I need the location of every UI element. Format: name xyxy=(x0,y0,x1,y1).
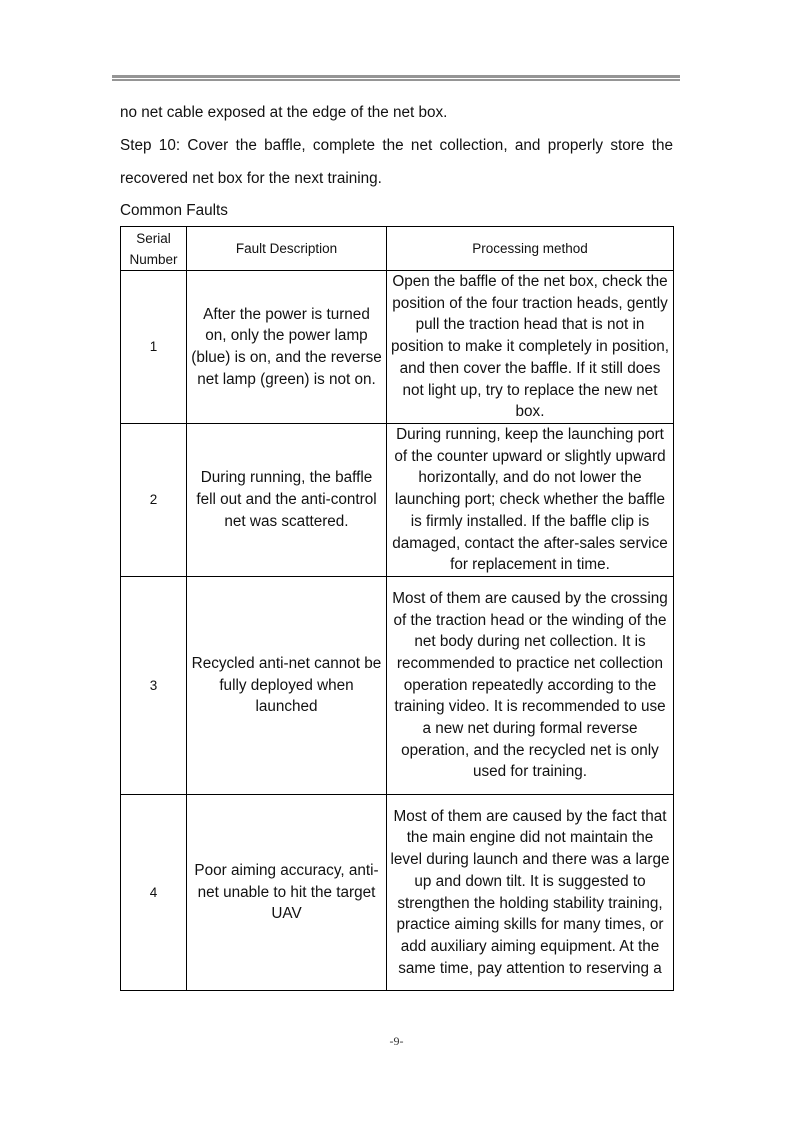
cell-fault-description: After the power is turned on, only the power lamp (blue) is on, and the reverse net lamp (green) is not on. xyxy=(187,271,387,424)
cell-serial: 2 xyxy=(121,424,187,577)
cell-serial: 1 xyxy=(121,271,187,424)
common-faults-table xyxy=(120,226,674,991)
cell-serial: 3 xyxy=(121,577,187,795)
header-fault-description: Fault Description xyxy=(187,227,387,271)
section-heading-common-faults: Common Faults xyxy=(120,202,228,219)
page-number: -9- xyxy=(389,1034,404,1048)
header-processing-method: Processing method xyxy=(387,227,674,271)
cell-processing-method: During running, keep the launching port of the counter upward or slightly upward horizontally, and do not lower the launching port; check whether the baffle is firmly installed. If the baffle clip is damaged, contact the after-sales service for replacement in time. xyxy=(387,424,674,577)
table-row xyxy=(121,795,674,991)
cell-processing-method: Most of them are caused by the crossing of the traction head or the winding of the net body during net collection. It is recommended to practice net collection operation repeatedly according to the training video. It is recommended to use a new net during formal reverse operation, and the recycled net is only used for training. xyxy=(387,577,674,795)
cell-fault-description: Recycled anti-net cannot be fully deployed when launched xyxy=(187,577,387,795)
header-serial-number: Serial Number xyxy=(121,227,187,271)
table-row xyxy=(121,424,674,577)
paragraph-step-10-continued: recovered net box for the next training. xyxy=(120,170,382,187)
paragraph-continuation: no net cable exposed at the edge of the net box. xyxy=(120,104,448,121)
cell-serial: 4 xyxy=(121,795,187,991)
cell-fault-description: Poor aiming accuracy, anti-net unable to hit the target UAV xyxy=(187,795,387,991)
cell-processing-method: Open the baffle of the net box, check the position of the four traction heads, gently pull the traction head that is not in position to make it completely in position, and then cover the baffle. If it still does not light up, try to replace the new net box. xyxy=(387,271,674,424)
header-rule-thin xyxy=(112,79,680,81)
table-header-row xyxy=(121,227,674,271)
cell-processing-method: Most of them are caused by the fact that the main engine did not maintain the level during launch and there was a large up and down tilt. It is suggested to strengthen the holding stability training, practice aiming skills for many times, or add auxiliary aiming equipment. At the same time, pay attention to reserving a xyxy=(387,795,674,991)
header-rule-thick xyxy=(112,75,680,78)
cell-fault-description: During running, the baffle fell out and the anti-control net was scattered. xyxy=(187,424,387,577)
table-row xyxy=(121,577,674,795)
paragraph-step-10: Step 10: Cover the baffle, complete the net collection, and properly store the xyxy=(120,137,673,154)
table-row xyxy=(121,271,674,424)
